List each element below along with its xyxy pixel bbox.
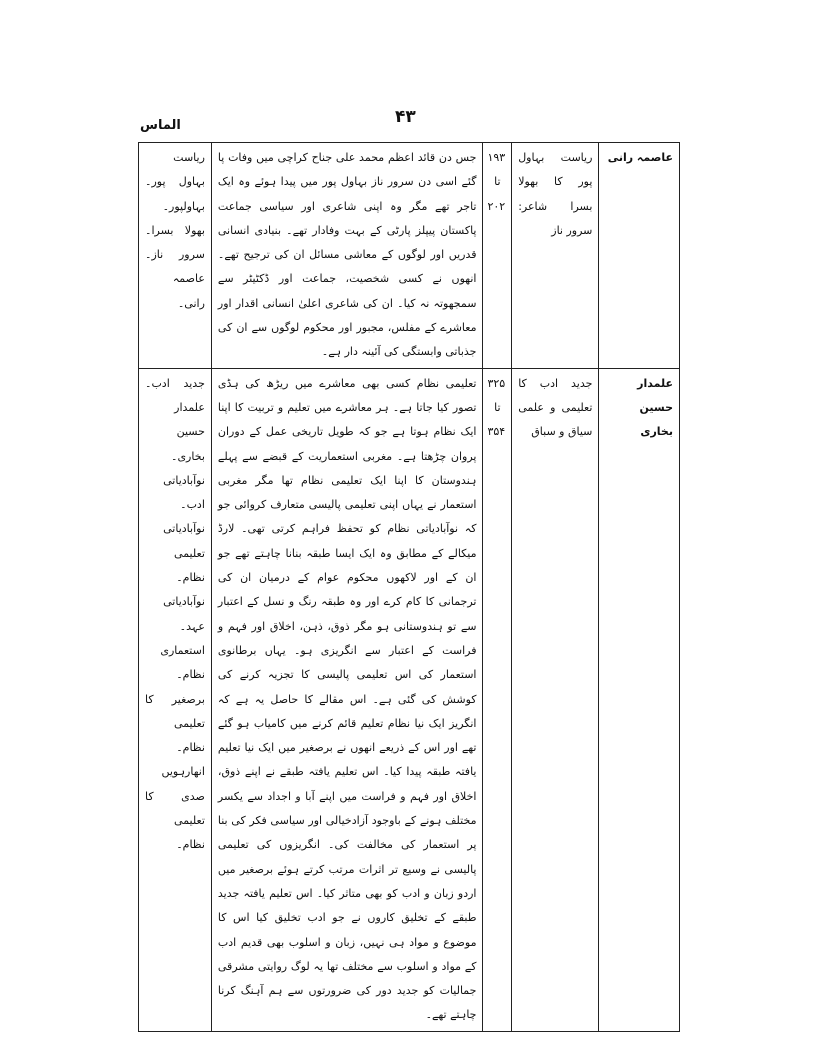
table-row: [139, 368, 680, 1031]
pages-cell: [483, 143, 512, 369]
page-to: تا: [494, 175, 501, 189]
abstract-cell: تعلیمی نظام کسی بھی معاشرے میں ریڑھ کی ہڈی تصور کیا جاتا ہے۔ ہر معاشرے میں تعلیم و تربیت کا اپنا ایک نظام ہوتا ہے جو کہ طویل تاریخی عمل کے دوران پروان چڑھتا ہے۔ مغربی استعماریت کے قبضے سے پہلے ہندوستان کا اپنا ایک تعلیمی نظام تھا مگر مغربی استعمار نے یہاں اپنی تعلیمی پالیسی متعارف کروائی جو کہ نوآبادیاتی نظام کو تحفظ فراہم کرتی تھی۔ لارڈ میکالے کے مطابق وہ ایک ایسا طبقہ بنانا چاہتے تھے جو ان کے اور لاکھوں محکوم عوام کے درمیان ان کی ترجمانی کا کام کرے اور وہ طبقہ رنگ و نسل کے اعتبار سے تو ہندوستانی ہو مگر ذوق، ذہن، اخلاق اور فہم و فراست کے اعتبار سے انگریزی ہو۔ یہاں برطانوی استعمار کی اس تعلیمی پالیسی کا تجزیہ کرنے کی کوشش کی گئی ہے۔ اس مقالے کا حاصل یہ ہے کہ انگریز ایک نیا نظام تعلیم قائم کرنے میں کامیاب ہو گئے تھے اور اس کے ذریعے انھوں نے برصغیر میں ایک نیا تعلیم یافتہ طبقہ پیدا کیا۔ اس تعلیم یافتہ طبقے نے اپنے ذوق، اخلاق اور فہم و فراست میں اپنے آبا و اجداد سے یکسر مختلف ہونے کے باوجود آزادخیالی اور سیاسی فکر کی بنا پر استعمار کی مخالفت کی۔ انگریزوں کی تعلیمی پالیسی نے وسیع تر اثرات مرتب کرتے ہوئے برصغیر میں اردو زبان و ادب کو بھی متاثر کیا۔ اس تعلیم یافتہ جدید طبقے کے تخلیق کاروں نے جو ادب تخلیق کیا اس کا موضوع و مواد ہی نہیں، زبان و اسلوب بھی قدیم ادب کے مواد و اسلوب سے مختلف تھا یہ لوگ روایتی مشرقی جمالیات کو جدید دور کی ضرورتوں سے ہم آہنگ کرنا چاہتے تھے۔: [211, 368, 483, 1031]
page-start: ۳۲۵: [487, 376, 506, 390]
page-start: ۱۹۳: [487, 151, 506, 164]
abstract-cell: جس دن قائد اعظم محمد علی جناح کراچی میں وفات پا گئے اسی دن سرور ناز بہاول پور میں پیدا ہوئے وہ ایک تاجر تھے مگر وہ اپنی شاعری اور سیاسی جماعت پاکستان پیپلز پارٹی کے بہت وفادار تھے۔ بنیادی انسانی قدریں اور لوگوں کے معاشی مسائل ان کی ترجیح تھے۔ انھوں نے کسی شخصیت، جماعت اور ڈکٹیٹر سے سمجھوتہ نہ کیا۔ ان کی شاعری اعلیٰ انسانی اقدار اور معاشرے کے مفلس، مجبور اور محکوم لوگوں سے ان کی جذباتی وابستگی کی آئینہ دار ہے۔: [211, 143, 483, 369]
page-end: ۳۵۴: [487, 425, 506, 439]
keywords-cell: ریاست بہاول پور۔ بہاولپور۔ بھولا بسرا۔ سرور ناز۔ عاصمہ رانی۔: [139, 143, 212, 369]
pages-cell: [483, 368, 512, 1031]
table-row: [139, 143, 680, 369]
author-cell: علمدار حسین بخاری: [599, 368, 680, 1031]
page-end: ۲۰۲: [487, 199, 506, 213]
page-number: ۴۳: [395, 107, 416, 127]
page-to: تا: [494, 400, 501, 414]
author-cell: عاصمہ رانی: [599, 143, 680, 369]
title-cell: جدید ادب کا تعلیمی و علمی سیاق و سباق: [512, 368, 599, 1031]
title-cell: ریاست بہاول پور کا بھولا بسرا شاعر: سرور ناز: [512, 143, 599, 369]
journal-name: الماس: [140, 118, 181, 133]
keywords-cell: جدید ادب۔ علمدار حسین بخاری۔ نوآبادیاتی ادب۔ نوآبادیاتی تعلیمی نظام۔ نوآبادیاتی عہد۔ استعماری نظام۔ برصغیر کا تعلیمی نظام۔ انھارہویں صدی کا تعلیمی نظام۔: [139, 368, 212, 1031]
index-table: [138, 142, 680, 1032]
